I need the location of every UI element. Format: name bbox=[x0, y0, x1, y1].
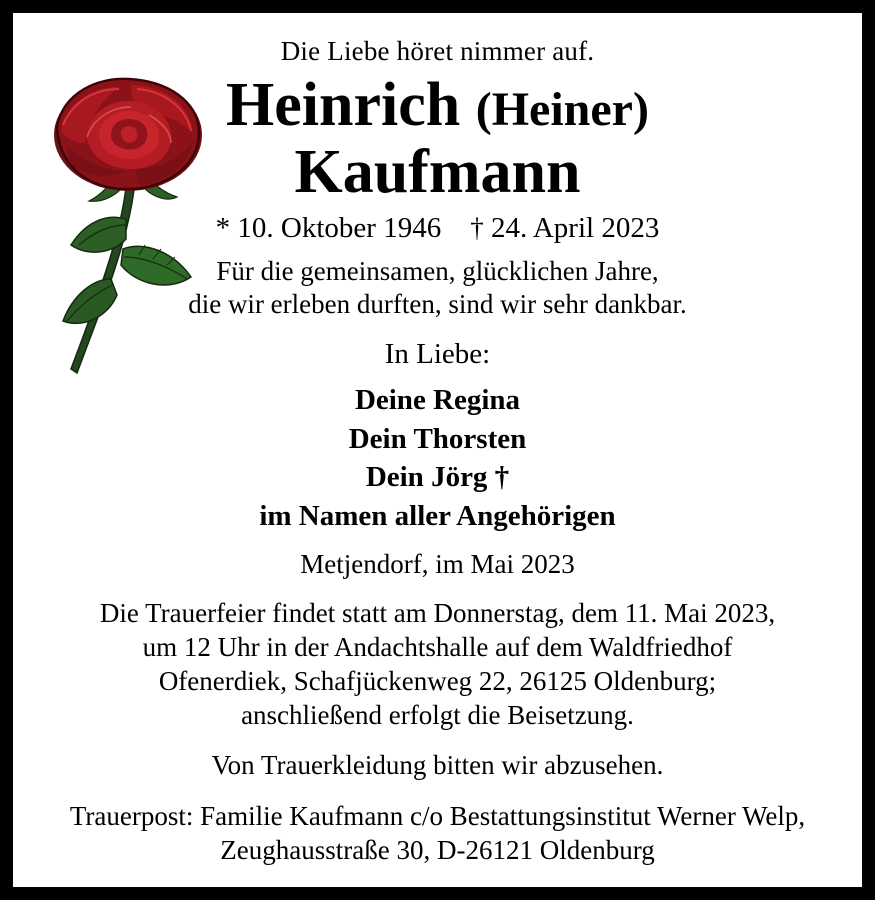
service-line-3: Ofenerdiek, Schafjückenweg 22, 26125 Oldenburg; bbox=[158, 666, 717, 697]
survivor-item: im Namen aller Angehörigen bbox=[259, 499, 616, 532]
verse bbox=[39, 255, 836, 323]
birth-date: * 10. Oktober 1946 bbox=[215, 211, 442, 244]
survivor-item: Deine Regina bbox=[354, 384, 521, 417]
name-nickname: (Heiner) bbox=[475, 83, 649, 137]
obituary-content bbox=[13, 13, 862, 887]
condolence-mail-address bbox=[39, 799, 836, 867]
survivor-item: Dein Jörg † bbox=[365, 461, 510, 494]
place-and-date: Metjendorf, im Mai 2023 bbox=[300, 549, 575, 580]
death-dagger-icon: † bbox=[470, 212, 484, 243]
obituary-inner-border bbox=[10, 10, 865, 890]
funeral-service-details bbox=[39, 596, 836, 732]
service-line-2: um 12 Uhr in der Andachtshalle auf dem Waldfriedhof bbox=[142, 632, 733, 663]
name-first: Heinrich bbox=[226, 71, 461, 140]
life-dates bbox=[39, 212, 836, 245]
name-last: Kaufmann bbox=[294, 138, 581, 207]
verse-line-1: Für die gemeinsamen, glücklichen Jahre, bbox=[216, 255, 659, 286]
survivor-item: Dein Thorsten bbox=[348, 422, 527, 455]
epitaph-line: Die Liebe höret nimmer auf. bbox=[280, 36, 595, 66]
dress-code-note: Von Trauerkleidung bitten wir abzusehen. bbox=[211, 750, 664, 781]
death-date: 24. April 2023 bbox=[490, 211, 660, 244]
mail-line-2: Zeughausstraße 30, D-26121 Oldenburg bbox=[220, 835, 655, 866]
verse-line-2: die wir erleben durften, sind wir sehr dankbar. bbox=[188, 289, 687, 320]
survivors-list bbox=[39, 381, 836, 535]
service-line-4: anschließend erfolgt die Beisetzung. bbox=[241, 700, 634, 731]
service-line-1: Die Trauerfeier findet statt am Donnerstag, dem 11. Mai 2023, bbox=[99, 598, 776, 629]
deceased-name-first-line bbox=[39, 73, 836, 138]
in-love-label: In Liebe: bbox=[384, 338, 491, 371]
mail-line-1: Trauerpost: Familie Kaufmann c/o Bestattungsinstitut Werner Welp, bbox=[69, 801, 806, 832]
